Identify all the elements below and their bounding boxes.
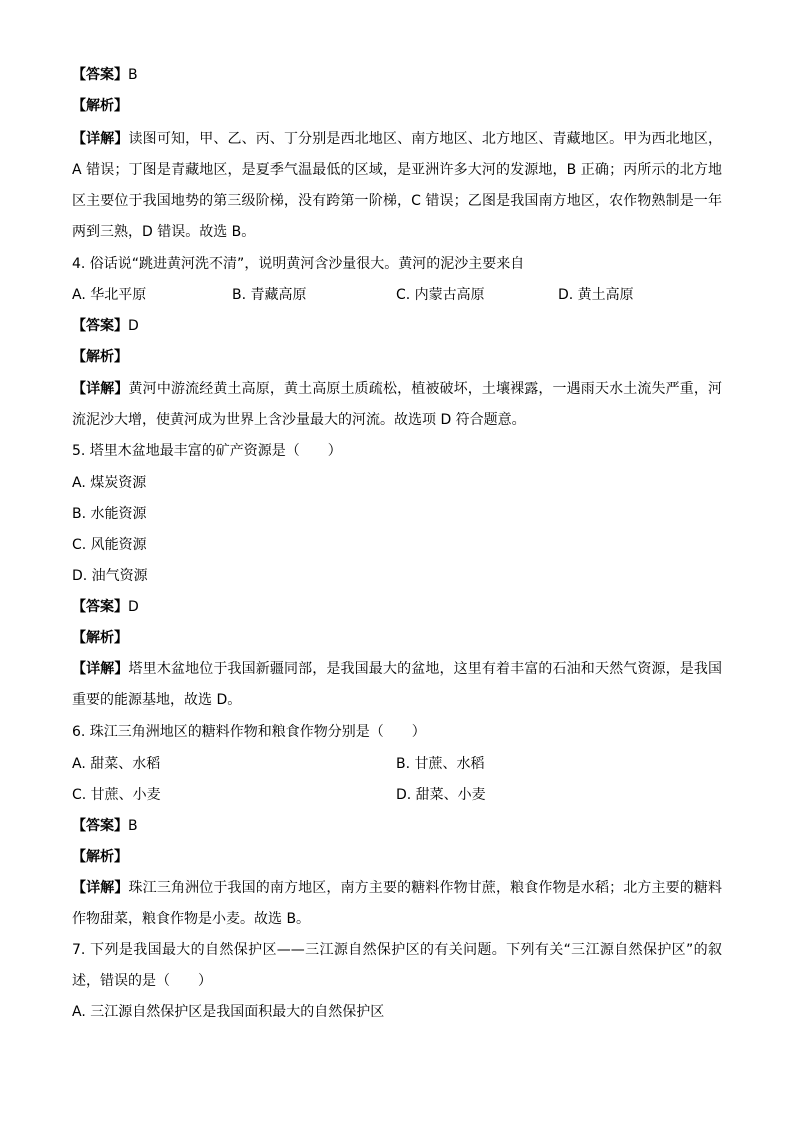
detail-tag: 【详解】 xyxy=(72,880,129,896)
answer-line xyxy=(72,598,722,616)
answer-value: B xyxy=(128,818,138,834)
answer-line xyxy=(72,317,722,335)
option-a: A. 甜菜、水稻 xyxy=(72,756,161,772)
answer-tag: 【答案】 xyxy=(72,818,128,834)
detail-line: 【详解】黄河中游流经黄土高原，黄土高原土质疏松，植被破坏，土壤裸露，一遇雨天水土流失严重，河 xyxy=(72,381,722,397)
analysis-tag: 【解析】 xyxy=(72,630,128,646)
analysis-line xyxy=(72,348,722,366)
option-b: B. 青藏高原 xyxy=(232,287,307,303)
detail-line: 【详解】塔里木盆地位于我国新疆同部，是我国最大的盆地，这里有着丰富的石油和天然气资源，是我国 xyxy=(72,661,722,677)
option-d: D. 黄土高原 xyxy=(558,287,634,303)
detail-line: 流泥沙大增，使黄河成为世界上含沙量最大的河流。故选项 D 符合题意。 xyxy=(72,412,526,428)
analysis-tag: 【解析】 xyxy=(72,349,128,365)
option-c: C. 内蒙古高原 xyxy=(396,287,485,303)
answer-tag: 【答案】 xyxy=(72,599,128,615)
analysis-line xyxy=(72,848,722,866)
detail-line: 【详解】读图可知，甲、乙、丙、丁分别是西北地区、南方地区、北方地区、青藏地区。甲为西北地区， xyxy=(72,131,722,147)
question-7: 7. 下列是我国最大的自然保护区——三江源自然保护区的有关问题。下列有关“三江源自然保护区”的叙 xyxy=(72,942,722,958)
detail-line: 两到三熟，D 错误。故选 B。 xyxy=(72,224,256,240)
answer-line xyxy=(72,817,722,835)
detail-line: 【详解】珠江三角洲位于我国的南方地区，南方主要的糖料作物甘蔗，粮食作物是水稻；北方主要的糖料 xyxy=(72,880,722,896)
question-6: 6. 珠江三角洲地区的糖料作物和粮食作物分别是（ ） xyxy=(72,724,426,740)
question-5: 5. 塔里木盆地最丰富的矿产资源是（ ） xyxy=(72,443,342,459)
detail-tag: 【详解】 xyxy=(72,661,129,677)
option-b: B. 甘蔗、水稻 xyxy=(396,756,485,772)
option-d: D. 油气资源 xyxy=(72,568,148,584)
answer-value: D xyxy=(128,318,139,334)
analysis-line xyxy=(72,97,722,115)
detail-line: A 错误；丁图是青藏地区，是夏季气温最低的区域，是亚洲许多大河的发源地，B 正确；丙所示的北方地 xyxy=(72,162,722,178)
detail-tag: 【详解】 xyxy=(72,381,129,397)
question-7-cont: 述，错误的是（ ） xyxy=(72,973,212,989)
option-c: C. 甘蔗、小麦 xyxy=(72,787,161,803)
option-a: A. 三江源自然保护区是我国面积最大的自然保护区 xyxy=(72,1004,385,1020)
detail-line: 重要的能源基地，故选 D。 xyxy=(72,692,242,708)
answer-line xyxy=(72,66,722,84)
answer-tag: 【答案】 xyxy=(72,67,128,83)
detail-line: 区主要位于我国地势的第三级阶梯，没有跨第一阶梯，C 错误；乙图是我国南方地区，农作物熟制是一年 xyxy=(72,193,722,209)
answer-value: D xyxy=(128,599,139,615)
question-4: 4. 俗话说“跳进黄河洗不清”，说明黄河含沙量很大。黄河的泥沙主要来自 xyxy=(72,256,525,272)
answer-tag: 【答案】 xyxy=(72,318,128,334)
option-c: C. 风能资源 xyxy=(72,537,147,553)
option-d: D. 甜菜、小麦 xyxy=(396,787,486,803)
option-a: A. 华北平原 xyxy=(72,287,147,303)
analysis-tag: 【解析】 xyxy=(72,849,128,865)
answer-value: B xyxy=(128,67,138,83)
detail-tag: 【详解】 xyxy=(72,131,129,147)
analysis-line xyxy=(72,629,722,647)
option-a: A. 煤炭资源 xyxy=(72,475,147,491)
option-b: B. 水能资源 xyxy=(72,506,147,522)
analysis-tag: 【解析】 xyxy=(72,98,128,114)
detail-line: 作物甜菜，粮食作物是小麦。故选 B。 xyxy=(72,911,311,927)
